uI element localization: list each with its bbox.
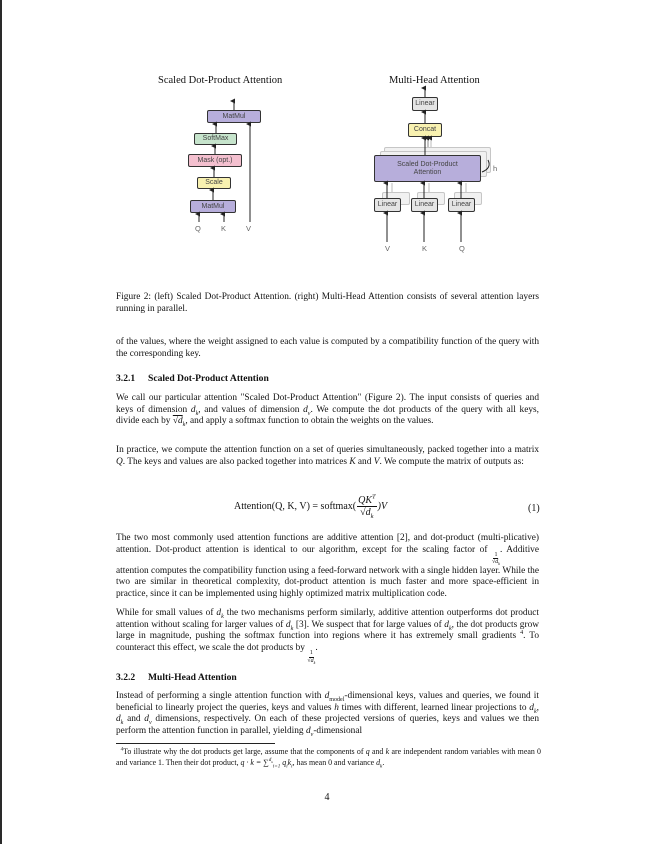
paragraph-intro: of the values, where the weight assigned to each value is computed by a compatibility function of the query with the corresponding key. bbox=[116, 337, 539, 359]
matmul-top-box: MatMul bbox=[207, 110, 261, 123]
input-label-v: V bbox=[385, 244, 391, 253]
concat-box: Concat bbox=[408, 123, 442, 137]
section-number: 3.2.1 bbox=[116, 373, 136, 384]
input-label-v: V bbox=[246, 224, 252, 233]
figure-left-title: Scaled Dot-Product Attention bbox=[158, 75, 283, 86]
section-heading-3-2-1 bbox=[116, 373, 269, 384]
input-label-k: K bbox=[221, 224, 227, 233]
linear-q-box: Linear bbox=[448, 198, 475, 212]
paragraph-321-3: The two most commonly used attention functions are additive attention [2], and dot-product (multi-plicative) attention. Dot-product attention is identical to our algorithm, except for the scaling factor of $\frac{1}{√d_k}$ . Additive attention computes the compatibility function using a feed-forward network with a single hidden layer. While the two are similar in theoretical complexity, dot-product attention is much faster and more space-efficient in practice, since it can be implemented using highly optimized matrix multiplication code. bbox=[116, 533, 539, 600]
section-title: Multi-Head Attention bbox=[148, 672, 237, 683]
input-label-q: Q bbox=[459, 244, 465, 253]
paragraph-321-4: While for small values of $d_k$ the two mechanisms perform similarly, additive attention outperforms dot product attention without scaling for larger values of $d_k$ [3]. We suspect that for large values of $d_k$, the dot products grow large in magnitude, pushing the softmax function into regions where it has extremely small gradients $^4$. To counteract this effect, we scale the dot products by $\frac{1}{√d_k}$ . bbox=[116, 608, 540, 665]
viewer-left-border bbox=[0, 0, 2, 844]
attention-equation: Attention(Q, K, V) = softmax( $\frac{QK^T}{√d_k}$ )V bbox=[234, 493, 388, 520]
input-label-q: Q bbox=[195, 224, 201, 233]
heads-label-h: h bbox=[493, 164, 498, 173]
input-label-k: K bbox=[422, 244, 428, 253]
sdpa-label-line2: Attention bbox=[413, 168, 442, 176]
section-heading-3-2-2 bbox=[116, 672, 237, 683]
scaled-dot-product-attention-box bbox=[374, 155, 481, 182]
linear-v-box: Linear bbox=[374, 198, 401, 212]
paragraph-322-1: Instead of performing a single attention function with $d_{model}$-dimensional keys, values and queries, we found it beneficial to linearly project the queries, keys and values h times with different, learned linear projections to $d_k$, $d_k$ and $d_v$ dimensions, respectively. On each of these projected versions of queries, keys and values we then perform the attention function in parallel, yielding $d_v$-dimensional bbox=[116, 691, 539, 738]
section-number: 3.2.2 bbox=[116, 672, 136, 683]
section-title: Scaled Dot-Product Attention bbox=[148, 373, 269, 384]
equation-number: (1) bbox=[528, 503, 540, 514]
mask-box: Mask (opt.) bbox=[188, 154, 242, 167]
scale-box: Scale bbox=[197, 177, 231, 189]
footnote-4: $^4$To illustrate why the dot products get large, assume that the components of q and k are independent random variables with mean 0 and variance 1. Then their dot product, q · k = ∑$^{d_k}_{i=1}$ $q_ik_i$, has mean 0 and variance $d_k$. bbox=[116, 746, 541, 770]
paragraph-321-2: In practice, we compute the attention function on a set of queries simultaneously, packed together into a matrix Q. The keys and values are also packed together into matrices K and V. We compute the matrix of outputs as: bbox=[116, 445, 539, 467]
matmul-bottom-box: MatMul bbox=[190, 200, 236, 213]
equation-fraction: $\frac{QK^T}{√d_k}$ bbox=[358, 493, 376, 520]
footnote-ref[interactable]: 4 bbox=[520, 630, 524, 637]
linear-top-box: Linear bbox=[412, 97, 438, 111]
page-number: 4 bbox=[324, 792, 330, 803]
softmax-box: SoftMax bbox=[194, 133, 237, 145]
sdpa-label-line1: Scaled Dot-Product bbox=[397, 160, 458, 168]
linear-k-box: Linear bbox=[411, 198, 438, 212]
paragraph-321-1: We call our particular attention "Scaled Dot-Product Attention" (Figure 2). The input consists of queries and keys of dimension $d_k$, and values of dimension $d_v$. We compute the dot products of the query with all keys, divide each by $√d_k$, and apply a softmax function to obtain the weights on the values. bbox=[116, 393, 540, 429]
figure-caption: Figure 2: (left) Scaled Dot-Product Attention. (right) Multi-Head Attention consists of several attention layers running in parallel. bbox=[116, 292, 539, 314]
footnote-separator bbox=[116, 743, 275, 744]
figure-right-title: Multi-Head Attention bbox=[389, 75, 480, 86]
